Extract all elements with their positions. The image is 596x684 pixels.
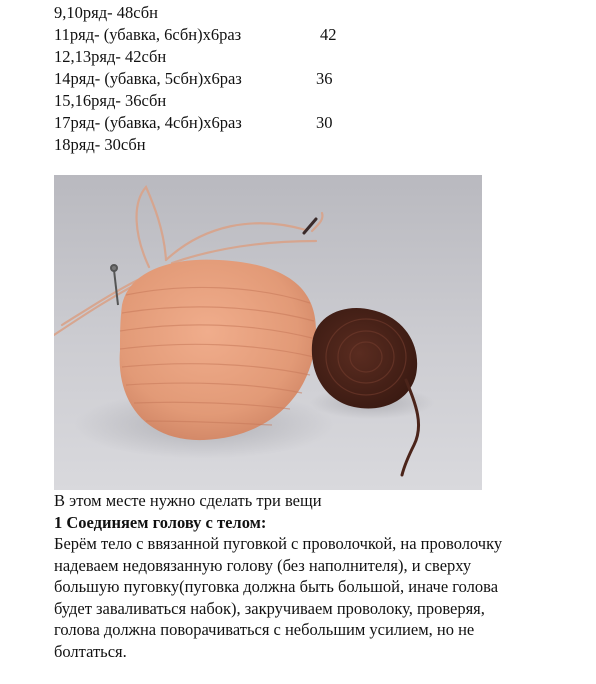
row-text: 11ряд- (убавка, 6сбн)х6раз — [54, 25, 242, 44]
row-list — [54, 2, 474, 156]
row-item — [54, 46, 474, 68]
stitch-count: 42 — [320, 25, 337, 44]
row-item — [54, 112, 474, 134]
row-item — [54, 24, 474, 46]
crochet-photo-illustration — [54, 175, 482, 490]
intro-line: В этом месте нужно сделать три вещи — [54, 491, 322, 510]
row-text: 18ряд- 30сбн — [54, 135, 146, 154]
stitch-count: 36 — [316, 69, 333, 88]
row-item — [54, 90, 474, 112]
row-text: 9,10ряд- 48сбн — [54, 3, 158, 22]
row-text: 17ряд- (убавка, 4сбн)х6раз — [54, 113, 242, 132]
instruction-line: надеваем недовязанную голову (без наполнителя), и сверху — [54, 555, 472, 575]
crochet-photo — [54, 175, 482, 490]
stitch-count: 30 — [316, 113, 333, 132]
instruction-line: будет заваливаться набок), закручиваем проволоку, проверяя, — [54, 598, 485, 618]
row-text: 12,13ряд- 42сбн — [54, 47, 167, 66]
step-heading: 1 Соединяем голову с телом: — [54, 512, 267, 532]
row-item — [54, 68, 474, 90]
row-item — [54, 2, 474, 24]
row-item — [54, 134, 474, 156]
instruction-line: большую пуговку(пуговка должна быть большой, иначе голова — [54, 577, 499, 596]
instruction-line: болтаться. — [54, 641, 127, 661]
instruction-line: голова должна поворачиваться с небольшим усилием, но не — [54, 620, 475, 639]
instructions-text — [54, 490, 584, 662]
instruction-line: Берём тело с ввязанной пуговкой с проволочкой, на проволочку — [54, 534, 503, 553]
row-text: 14ряд- (убавка, 5сбн)х6раз — [54, 69, 242, 88]
row-text: 15,16ряд- 36сбн — [54, 91, 167, 110]
